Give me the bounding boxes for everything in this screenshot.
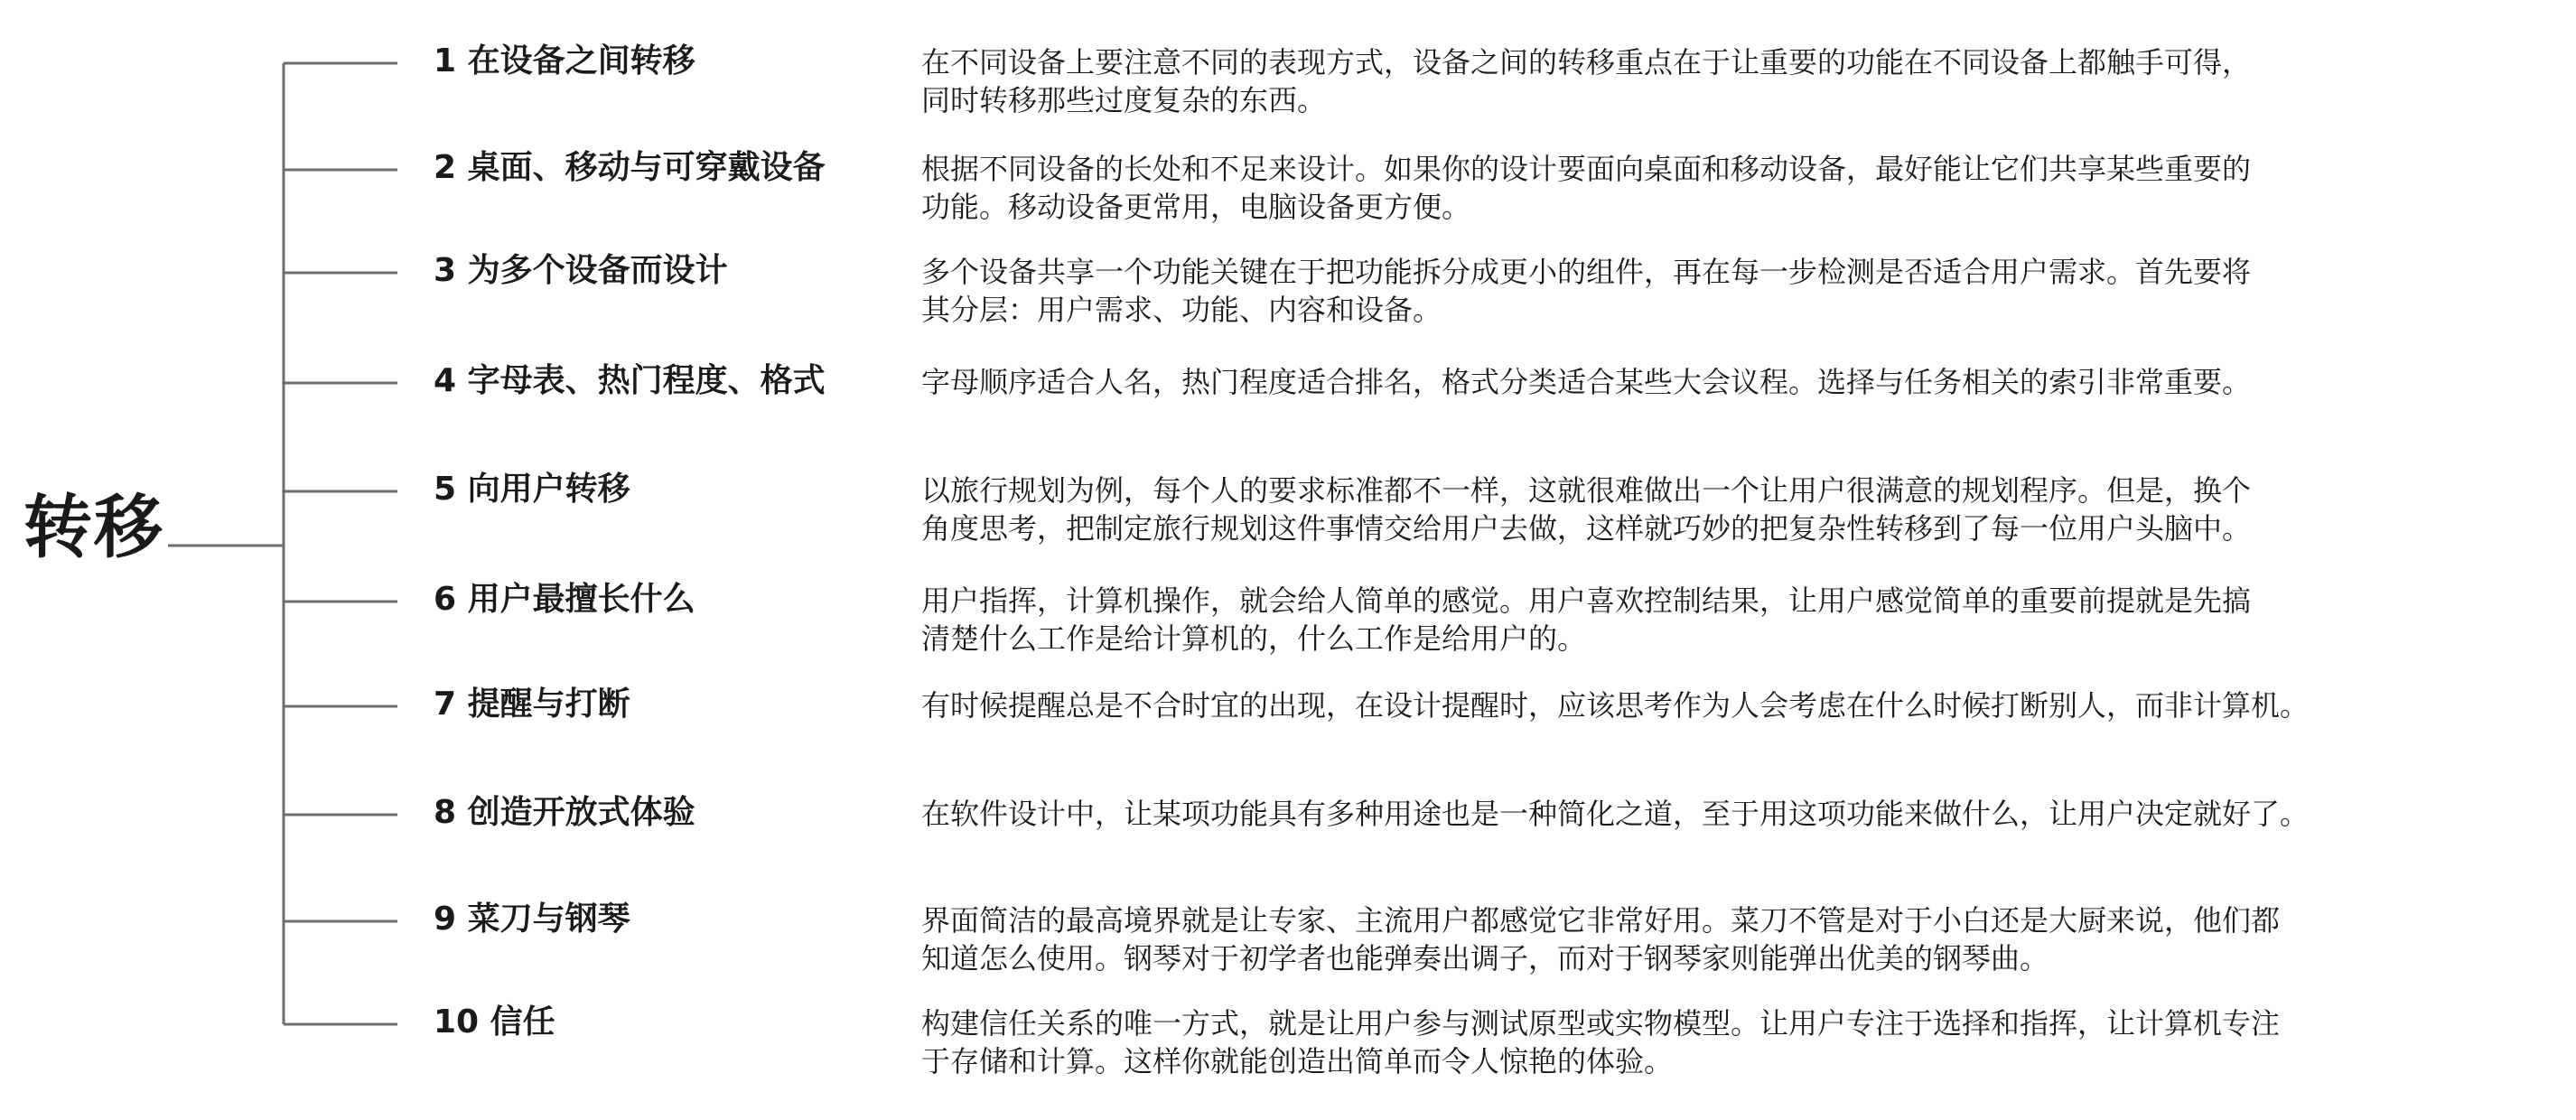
description-line: 其分层：用户需求、功能、内容和设备。 (921, 293, 1442, 327)
description-line: 在软件设计中，让某项功能具有多种用途也是一种简化之道，至于用这项功能来做什么，让用户决定就好了。 (921, 797, 2310, 831)
branch-description (921, 363, 2547, 401)
description-line: 有时候提醒总是不合时宜的出现，在设计提醒时，应该思考作为人会考虑在什么时候打断别人，而非计算机。 (921, 688, 2310, 723)
branch-title: 8 创造开放式体验 (434, 794, 695, 831)
description-line: 多个设备共享一个功能关键在于把功能拆分成更小的组件，再在每一步检测是否适合用户需求。首先要将 (921, 255, 2252, 289)
description-line: 知道怎么使用。钢琴对于初学者也能弹奏出调子，而对于钢琴家则能弹出优美的钢琴曲。 (921, 941, 2049, 975)
description-line: 字母顺序适合人名，热门程度适合排名，格式分类适合某些大会议程。选择与任务相关的索引非常重要。 (921, 365, 2252, 399)
branch-description (921, 253, 2547, 329)
description-line: 以旅行规划为例，每个人的要求标准都不一样，这就很难做出一个让用户很满意的规划程序。但是，换个 (921, 473, 2252, 508)
description-line: 角度思考，把制定旅行规划这件事情交给用户去做，这样就巧妙的把复杂性转移到了每一位用户头脑中。 (921, 511, 2252, 546)
description-line: 在不同设备上要注意不同的表现方式，设备之间的转移重点在于让重要的功能在不同设备上都触手可得， (921, 45, 2252, 79)
branch-description (921, 901, 2547, 977)
branch-title: 9 菜刀与钢琴 (434, 901, 630, 938)
description-line: 功能。移动设备更常用，电脑设备更方便。 (921, 190, 1471, 224)
description-line: 同时转移那些过度复杂的东西。 (921, 83, 1327, 117)
description-line: 界面简洁的最高境界就是让专家、主流用户都感觉它非常好用。菜刀不管是对于小白还是大厨来说，他们都 (921, 903, 2281, 938)
branch-title: 6 用户最擅长什么 (434, 581, 695, 618)
branch-description (921, 686, 2547, 724)
description-line: 于存储和计算。这样你就能创造出简单而令人惊艳的体验。 (921, 1044, 1674, 1078)
description-line: 根据不同设备的长处和不足来设计。如果你的设计要面向桌面和移动设备，最好能让它们共享某些重要的 (921, 152, 2252, 186)
branch-description (921, 582, 2547, 658)
branch-title: 1 在设备之间转移 (434, 42, 695, 79)
branch-title: 5 向用户转移 (434, 471, 630, 508)
branch-title: 3 为多个设备而设计 (434, 252, 728, 289)
description-line: 清楚什么工作是给计算机的，什么工作是给用户的。 (921, 621, 1587, 656)
branch-description (921, 795, 2547, 833)
branch-title: 2 桌面、移动与可穿戴设备 (434, 149, 826, 186)
branch-description (921, 43, 2547, 119)
branch-description (921, 1004, 2547, 1080)
root-title: 转移 (23, 487, 164, 567)
branch-description (921, 150, 2547, 226)
description-line: 用户指挥，计算机操作，就会给人简单的感觉。用户喜欢控制结果，让用户感觉简单的重要前提就是先搞 (921, 583, 2252, 618)
description-line: 构建信任关系的唯一方式，就是让用户参与测试原型或实物模型。让用户专注于选择和指挥，让计算机专注 (921, 1006, 2281, 1041)
branch-title: 7 提醒与打断 (434, 686, 630, 723)
branch-title: 10 信任 (434, 1003, 555, 1041)
branch-description (921, 471, 2547, 547)
branch-title: 4 字母表、热门程度、格式 (434, 362, 826, 399)
